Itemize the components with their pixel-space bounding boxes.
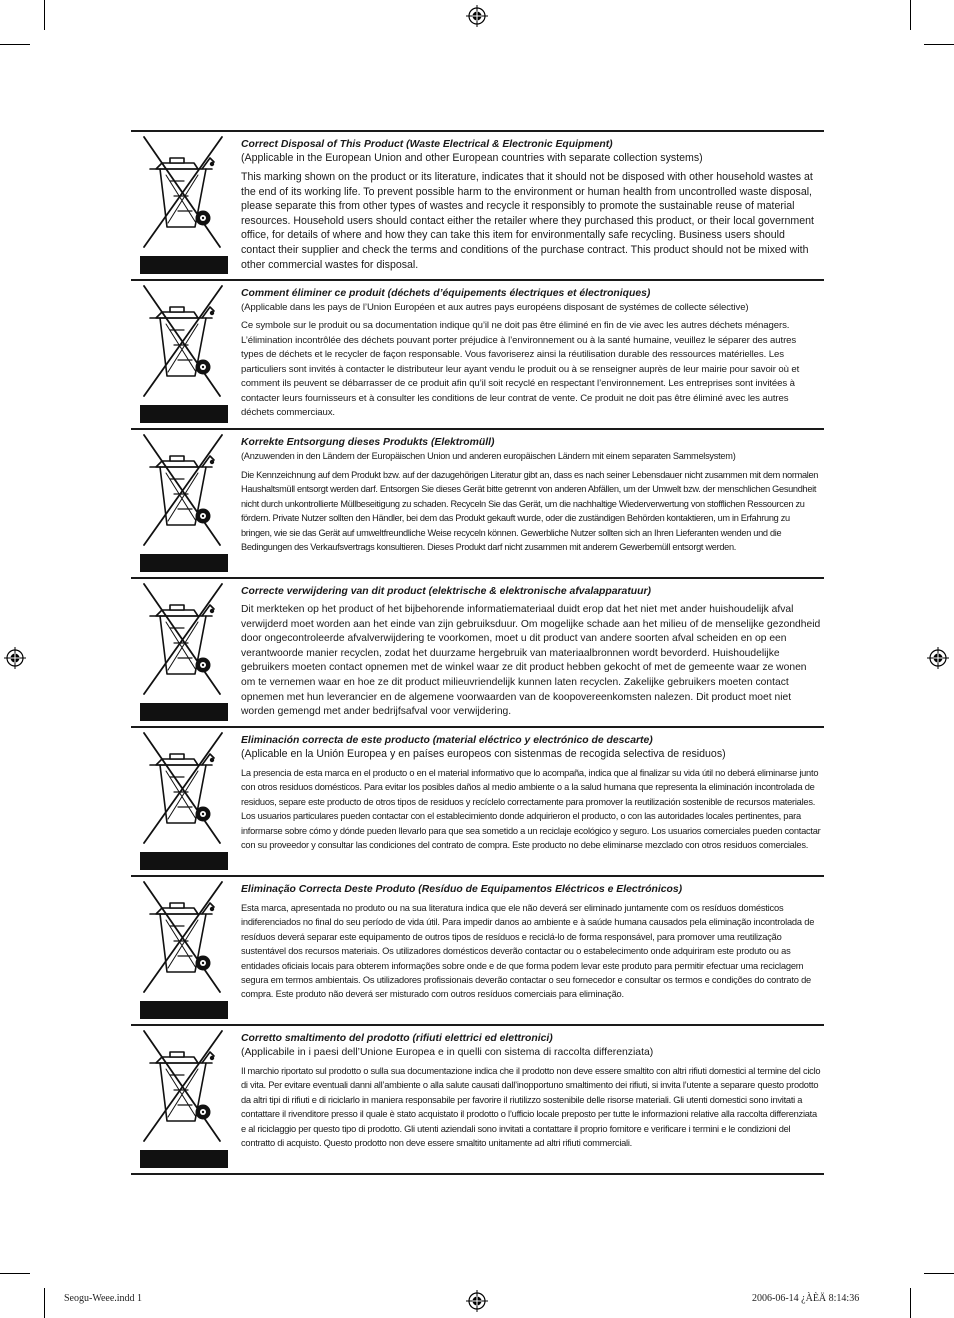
black-bar (140, 703, 228, 721)
registration-mark-icon (466, 5, 488, 27)
section-title: Eliminação Correcta Deste Produto (Resíduo de Equipamentos Eléctricos e Electrónicos) (241, 884, 683, 895)
weee-section-dutch (131, 579, 824, 728)
section-body: Ce symbole sur le produit ou sa documentation indique qu’il ne doit pas être éliminé en fin de vie avec les autres déchets ménagers. L’élimination incontrôlée des déchets pouvant porter préjudice à l’environnement ou à la santé humaine, veuillez le séparer des autres types de déchets et le recycler de façon responsable. Vous favoriserez ainsi la réutilisation durable des ressources matérielles. Les particuliers sont invités à contacter le distributeur leur ayant vendu le produit ou à se renseigner auprès de leur mairie pour savoir où et comment ils peuvent se débarrasser de ce produit afin qu’il soit recyclé en respectant l’environnement. Les entreprises sont invitées à contacter leurs fournisseurs et à consulter les conditions de leur contrat de vente. Ce produit ne doit pas être éliminé avec les autres déchets commerciaux. (241, 320, 800, 418)
weee-section-italian (131, 1026, 824, 1175)
section-text (241, 585, 821, 720)
section-text (241, 436, 821, 554)
black-bar (140, 852, 228, 870)
section-subtitle: (Applicable in the European Union and other European countries with separate collection systems) (241, 152, 703, 164)
footer-datetime: 2006-06-14 ¿ÀÈÄ 8:14:36 (752, 1293, 860, 1304)
crop-mark (924, 44, 954, 45)
black-bar (140, 1001, 228, 1019)
section-subtitle: (Aplicable en la Unión Europea y en países europeos con sistenmas de recogida selectiva de residuos) (241, 748, 726, 760)
section-text (241, 138, 821, 272)
registration-mark-icon (927, 647, 949, 669)
section-subtitle: (Applicabile in i paesi dell’Unione Europea e in quelli con sistema di raccolta differenziata) (241, 1047, 654, 1058)
section-title: Correcte verwijdering van dit product (elektrische & elektronische afvalapparatuur) (241, 586, 651, 597)
weee-section-french (131, 281, 824, 430)
registration-mark-icon (466, 1290, 488, 1312)
crop-mark (924, 1273, 954, 1274)
section-subtitle: (Anzuwenden in den Ländern der Europäischen Union und anderen europäischen Ländern mit einem separaten Sammelsystem) (241, 451, 736, 461)
crop-mark (910, 0, 911, 30)
section-subtitle: (Applicable dans les pays de l’Union Européen et aux autres pays européens disposant de systémes de collecte sélective) (241, 302, 749, 313)
section-body: This marking shown on the product or its literature, indicates that it should not be disposed with other household wastes at the end of its working life. To prevent possible harm to the environment or human health from uncontrolled waste disposal, please separate this from other types of wastes and recycle it responsibly to promote the sustainable reuse of material resources. Household users should contact either the retailer where they purchased this product, or their local government office, for details of where and how they can take this item for environmentally safe recycling. Business users should contact their supplier and check the terms and conditions of the purchase contract. This product should not be mixed with other commercial wastes for disposal. (241, 171, 814, 271)
black-bar (140, 1150, 228, 1168)
section-body: Il marchio riportato sul prodotto o sulla sua documentazione indica che il prodotto non deve essere smaltito con altri rifiuti domestici al termine del ciclo di vita. Per evitare eventuali danni all’ambiente o alla salute causati dall’inopportuno smaltimento dei rifiuti, si invita l’utente a separare questo prodotto da altri tipi di rifiuti e di riciclarlo in maniera responsabile per favorire il riutilizzo sostenibile delle risorse materiali. Gli utenti domestici sono invitati a contattare il rivenditore presso il quale è stato acquistato il prodotto o l’ufficio locale preposto per tutte le informazioni relative alla raccolta differenziata e al riciclaggio per questo tipo di prodotto. Gli utenti aziendali sono invitati a contattare il proprio fornitore e verificare i termini e le condizioni del contratto di acquisto. Questo prodotto non deve essere smaltito unitamente ad altri rifiuti commerciali. (241, 1066, 821, 1149)
crop-mark (910, 1288, 911, 1318)
crop-mark (44, 1288, 45, 1318)
section-title: Correct Disposal of This Product (Waste Electrical & Electronic Equipment) (241, 139, 613, 150)
section-title: Eliminación correcta de este producto (material eléctrico y electrónico de descarte) (241, 735, 653, 746)
section-text (241, 287, 821, 421)
weee-section-spanish (131, 728, 824, 877)
section-title: Corretto smaltimento del prodotto (rifiuti elettrici ed elettronici) (241, 1033, 553, 1044)
section-text (241, 734, 821, 852)
crop-mark (0, 44, 30, 45)
black-bar (140, 554, 228, 572)
crop-mark (44, 0, 45, 30)
weee-section-portuguese (131, 877, 824, 1026)
black-bar (140, 256, 228, 274)
section-body: Dit merkteken op het product of het bijbehorende informatiemateriaal duidt erop dat het niet met ander huishoudelijk afval verwijderd moet worden aan het einde van zijn gebruiksduur. Om mogelijke schade aan het milieu of de menselijke gezondheid door ongecontroleerde afvalverwijdering te voorkomen, moet u dit product van andere soorten afval scheiden en op een verantwoorde manier recyclen, zodat het duurzame hergebruik van materiaalbronnen wordt bevorderd. Huishoudelijke gebruikers moeten contact opnemen met de winkel waar ze dit product hebben gekocht of met de gemeente waar ze wonen om te vernemen waar en hoe ze dit product milieuvriendelijk kunnen laten recyclen. Zakelijke gebruikers moeten contact opnemen met hun leverancier en de algemene voorwaarden van de koopovereenkomsten nalezen. Dit product moet niet worden gemengd met ander bedrijfsafval voor verwijdering. (241, 604, 821, 718)
section-body: Die Kennzeichnung auf dem Produkt bzw. auf der dazugehörigen Literatur gibt an, dass es nach seiner Lebensdauer nicht zusammen mit dem normalen Haushaltsmüll entsorgt werden darf. Entsorgen Sie dieses Gerät bitte getrennt von anderen Abfällen, um der Umwelt bzw. der menschlichen Gesundheit nicht durch unkontrollierte Müllbeseitigung zu schaden. Recyceln Sie das Gerät, um die nachhaltige Wiederverwertung von stofflichen Ressourcen zu fördern. Private Nutzer sollten den Händler, bei dem das Produkt gekauft wurde, oder die zuständigen Behörden kontaktieren, um in Erfahrung zu bringen, wie sie das Gerät auf umweltfreundliche Weise recyceln können. Gewerbliche Nutzer sollten sich an Ihren Lieferanten wenden und die Bedingungen des Verkaufsvertrags konsultieren. Dieses Produkt darf nicht zusammen mit anderem Gewerbemüll entsorgt werden. (241, 470, 819, 553)
weee-section-english (131, 132, 824, 281)
weee-section-german (131, 430, 824, 579)
registration-mark-icon (4, 647, 26, 669)
section-title: Comment éliminer ce produit (déchets d’équipements électriques et électroniques) (241, 288, 651, 299)
section-body: Esta marca, apresentada no produto ou na sua literatura indica que ele não deverá ser eliminado juntamente com os resíduos domésticos indiferenciados no final do seu período de vida útil. Para impedir danos ao ambiente e à saúde humana causados pela eliminação incontrolada de resíduos deverá separar este equipamento de outros tipos de resíduos e reciclá-lo de forma responsável, para promover uma reutilização sustentável dos recursos materiais. Os utilizadores domésticos deverão contactar ou o estabelecimento onde adquiriram este produto ou as entidades oficiais locais para obterem informações sobre onde e de que forma podem levar este produto para permitir efectuar uma reciclagem segura em termos ambientais. Os utilizadores profissionais deverão contactar o seu fornecedor e consultar os termos e condições do contrato de compra. Este produto não deverá ser misturado com outros resíduos comerciais para eliminação. (241, 903, 815, 1000)
black-bar (140, 405, 228, 423)
weee-sections (131, 130, 824, 1175)
footer-filename: Seogu-Weee.indd 1 (64, 1293, 143, 1304)
section-text (241, 1032, 821, 1150)
section-title: Korrekte Entsorgung dieses Produkts (Elektromüll) (241, 437, 495, 448)
crop-mark (0, 1273, 30, 1274)
section-text (241, 883, 821, 1002)
section-body: La presencia de esta marca en el producto o en el material informativo que lo acompaña, indica que al finalizar su vida útil no deberá eliminarse junto con otros residuos domésticos. Para evitar los posibles daños al medio ambiente o a la salud humana que representa la eliminación incontrolada de residuos, separe este producto de otros tipos de residuos y recíclelo correctamente para promover la reutilización sostenible de recursos materiales. Los usuarios particulares pueden contactar con el establecimiento donde adquirieron el producto, o con las autoridades locales pertinentes, para informarse sobre cómo y dónde pueden llevarlo para que sea sometido a un reciclaje ecológico y seguro. Los usuarios comerciales pueden contactar con su proveedor y consultar las condiciones del contrato de compra. Este producto no debe eliminarse mezclado con otros residuos comerciales. (241, 768, 821, 851)
